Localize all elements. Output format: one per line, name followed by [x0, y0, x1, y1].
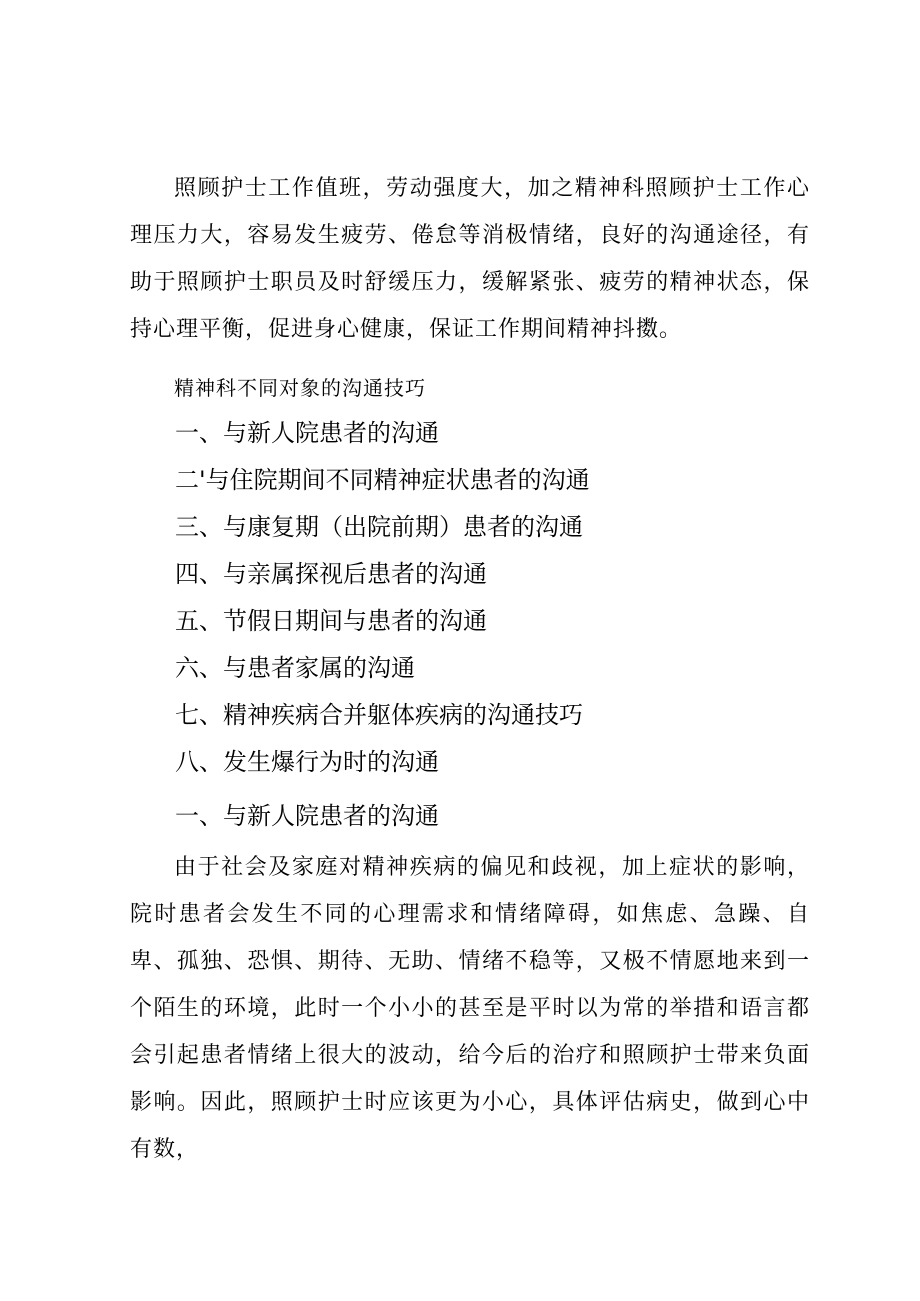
toc-item: 七、精神疾病合并躯体疾病的沟通技巧 [175, 701, 583, 729]
toc-item: 三、与康复期（出院前期）患者的沟通 [175, 513, 583, 541]
toc-item: 八、发生爆行为时的沟通 [175, 748, 439, 776]
section-paragraph: 由于社会及家庭对精神疾病的偏见和歧视，加上症状的影响，院时患者会发生不同的心理需求和情绪障碍，如焦虑、急躁、自卑、孤独、恐惧、期待、无助、情绪不稳等，又极不情愿地来到一个陌生的环境，此时一个小小的甚至是平时以为常的举措和语言都会引起患者情绪上很大的波动，给今后的治疗和照顾护士带来负面影响。因此，照顾护士时应该更为小心，具体评估病史，做到心中有数， [130, 855, 810, 1162]
toc-item: 五、节假日期间与患者的沟通 [175, 607, 487, 635]
toc-list [175, 410, 590, 786]
toc-item: 一、与新人院患者的沟通 [175, 419, 439, 447]
intro-paragraph: 照顾护士工作值班，劳动强度大，加之精神科照顾护士工作心理压力大，容易发生疲劳、倦怠等消极情绪，良好的沟通途径，有助于照顾护士职员及时舒缓压力，缓解紧张、疲劳的精神状态，保持心理平衡，促进身心健康，保证工作期间精神抖擞。 [130, 176, 810, 342]
section-heading: 一、与新人院患者的沟通 [175, 802, 439, 830]
subtitle: 精神科不同对象的沟通技巧 [174, 376, 426, 400]
toc-item: 六、与患者家属的沟通 [175, 654, 415, 682]
toc-item: 四、与亲属探视后患者的沟通 [175, 560, 487, 588]
toc-item: 二'与住院期间不同精神症状患者的沟通 [175, 466, 590, 494]
